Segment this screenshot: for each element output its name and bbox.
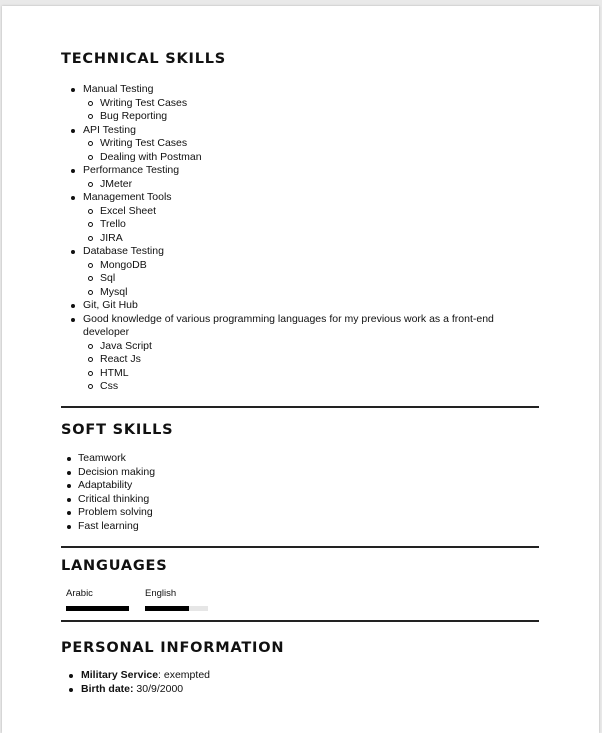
language-arabic bbox=[66, 588, 129, 611]
list-item: JIRA bbox=[83, 232, 539, 246]
list-item: Management Tools Excel Sheet Trello JIRA bbox=[61, 191, 539, 245]
list-item: Java Script bbox=[83, 340, 503, 354]
birth-date-label: Birth date: bbox=[81, 682, 134, 695]
list-item: Trello bbox=[83, 218, 539, 232]
soft-skills-list bbox=[61, 452, 539, 533]
language-english bbox=[145, 588, 208, 611]
list-item: Git, Git Hub bbox=[83, 299, 138, 311]
list-item: Critical thinking bbox=[78, 492, 150, 505]
list-item: Adaptability bbox=[78, 479, 133, 491]
section-divider bbox=[61, 406, 539, 408]
list-item bbox=[61, 669, 539, 683]
soft-skills-heading: SOFT SKILLS bbox=[61, 422, 174, 438]
list-item: Dealing with Postman bbox=[83, 151, 539, 165]
list-item: JMeter bbox=[83, 178, 539, 192]
technical-skills-heading: TECHNICAL SKILLS bbox=[61, 51, 227, 67]
resume-page bbox=[2, 6, 599, 733]
languages-list bbox=[66, 588, 208, 611]
technical-skills-section bbox=[61, 51, 539, 394]
languages-heading: LANGUAGES bbox=[61, 558, 168, 574]
birth-date-value: 30/9/2000 bbox=[133, 682, 184, 695]
list-item: Teamwork bbox=[78, 452, 126, 464]
military-service-value: : exempted bbox=[158, 669, 210, 681]
soft-skills-section bbox=[61, 422, 539, 533]
list-item: Writing Test Cases bbox=[83, 137, 539, 151]
technical-skills-list bbox=[61, 83, 539, 394]
list-item: Sql bbox=[83, 272, 539, 286]
list-item: Decision making bbox=[78, 465, 156, 478]
language-name: English bbox=[145, 588, 177, 599]
personal-information-section bbox=[61, 640, 539, 696]
personal-information-list bbox=[61, 669, 539, 696]
list-item: Performance Testing JMeter bbox=[61, 164, 539, 191]
languages-section bbox=[61, 558, 539, 599]
list-item: MongoDB bbox=[83, 259, 539, 273]
language-name: Arabic bbox=[66, 588, 93, 599]
list-item bbox=[61, 683, 539, 697]
list-item: Fast learning bbox=[78, 519, 139, 532]
list-item: Mysql bbox=[83, 286, 539, 300]
list-item: Manual Testing Writing Test Cases Bug Reporting bbox=[61, 83, 539, 124]
personal-information-heading: PERSONAL INFORMATION bbox=[61, 640, 285, 656]
list-item: HTML bbox=[83, 367, 503, 381]
language-level-bar bbox=[66, 606, 129, 611]
list-item: Problem solving bbox=[78, 506, 153, 518]
section-divider bbox=[61, 546, 539, 548]
list-item: Bug Reporting bbox=[83, 110, 539, 124]
language-level-fill bbox=[145, 606, 189, 611]
list-item: Writing Test Cases bbox=[83, 97, 539, 111]
section-divider bbox=[61, 620, 539, 622]
list-item: API Testing Writing Test Cases Dealing with Postman bbox=[61, 124, 539, 165]
language-level-fill bbox=[66, 606, 129, 611]
list-item: Excel Sheet bbox=[83, 205, 539, 219]
list-item: Css bbox=[83, 380, 503, 394]
list-item: Good knowledge of various programming languages for my previous work as a front-end developer Java Script React Js HTML Css bbox=[61, 313, 503, 394]
military-service-label: Military Service bbox=[81, 669, 159, 681]
list-item: Database Testing MongoDB Sql Mysql bbox=[61, 245, 539, 299]
list-item: React Js bbox=[83, 353, 503, 367]
language-level-bar bbox=[145, 606, 208, 611]
